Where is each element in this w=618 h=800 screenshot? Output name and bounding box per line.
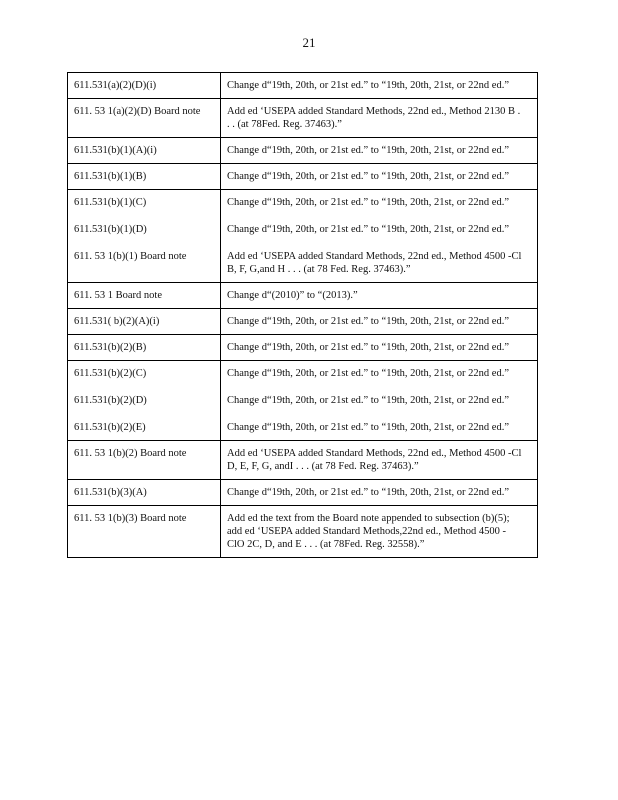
table-row	[68, 164, 538, 190]
amendments-table-body	[68, 73, 538, 558]
change-cell	[221, 361, 538, 441]
section-reference: 611.531(b)(2)(E)	[74, 422, 146, 433]
change-description: Change d“(2010)” to “(2013).”	[227, 290, 358, 301]
change-cell	[221, 506, 538, 558]
table-row	[68, 480, 538, 506]
section-reference: 611. 53 1(a)(2)(D) Board note	[74, 106, 201, 117]
section-reference: 611.531( b)(2)(A)(i)	[74, 316, 160, 327]
section-cell	[68, 73, 221, 99]
section-reference: 611.531(b)(1)(B)	[74, 171, 147, 182]
change-cell	[221, 73, 538, 99]
change-cell	[221, 283, 538, 309]
change-cell	[221, 138, 538, 164]
section-reference: 611. 53 1 Board note	[74, 290, 162, 301]
change-cell	[221, 309, 538, 335]
change-description: Change d“19th, 20th, or 21st ed.” to “19th, 20th, 21st, or 22nd ed.”	[227, 197, 509, 208]
table-row	[68, 99, 538, 138]
section-reference: 611. 53 1(b)(1) Board note	[74, 251, 187, 262]
change-cell	[221, 335, 538, 361]
change-description: Change d“19th, 20th, or 21st ed.” to “19th, 20th, 21st, or 22nd ed.”	[227, 145, 509, 156]
change-description: Change d“19th, 20th, or 21st ed.” to “19th, 20th, 21st, or 22nd ed.”	[227, 171, 509, 182]
section-reference: 611.531(b)(1)(A)(i)	[74, 145, 157, 156]
table-row	[68, 73, 538, 99]
section-cell	[68, 335, 221, 361]
section-reference: 611.531(b)(1)(D)	[74, 224, 147, 235]
section-cell	[68, 283, 221, 309]
section-cell	[68, 190, 221, 283]
table-row	[68, 441, 538, 480]
section-cell	[68, 164, 221, 190]
section-reference: 611. 53 1(b)(2) Board note	[74, 448, 187, 459]
table-row	[68, 335, 538, 361]
change-description: Change d“19th, 20th, or 21st ed.” to “19th, 20th, 21st, or 22nd ed.”	[227, 316, 509, 327]
change-description: Add ed ‘USEPA added Standard Methods, 22nd ed., Method 4500 -Cl B, F, G,and H . . . (at 78 Fed. Reg. 37463).”	[227, 251, 522, 275]
section-cell	[68, 309, 221, 335]
table-row	[68, 283, 538, 309]
section-cell	[68, 441, 221, 480]
section-reference: 611. 53 1(b)(3) Board note	[74, 513, 187, 524]
change-description: Change d“19th, 20th, or 21st ed.” to “19th, 20th, 21st, or 22nd ed.”	[227, 422, 509, 433]
page-number: 21	[302, 35, 316, 50]
table-row	[68, 138, 538, 164]
section-reference: 611.531(b)(2)(D)	[74, 395, 147, 406]
change-description: Change d“19th, 20th, or 21st ed.” to “19th, 20th, 21st, or 22nd ed.”	[227, 80, 509, 91]
change-description: Change d“19th, 20th, or 21st ed.” to “19th, 20th, 21st, or 22nd ed.”	[227, 342, 509, 353]
change-description: Add ed ‘USEPA added Standard Methods, 22nd ed., Method 2130 B . . . (at 78Fed. Reg. 37463).”	[227, 106, 521, 130]
change-description: Change d“19th, 20th, or 21st ed.” to “19th, 20th, 21st, or 22nd ed.”	[227, 224, 509, 235]
section-cell	[68, 361, 221, 441]
section-cell	[68, 138, 221, 164]
table-row	[68, 506, 538, 558]
change-description: Add ed the text from the Board note appended to subsection (b)(5); add ed ‘USEPA added Standard Methods,22nd ed., Method 4500 -ClO 2C, D, and E . . . (at 78Fed. Reg. 32558).”	[227, 513, 510, 550]
amendments-table	[67, 72, 538, 558]
change-cell	[221, 190, 538, 283]
change-description: Add ed ‘USEPA added Standard Methods, 22nd ed., Method 4500 -Cl D, E, F, G, andI . . . (at 78 Fed. Reg. 37463).”	[227, 448, 522, 472]
change-cell	[221, 441, 538, 480]
table-row	[68, 309, 538, 335]
change-description: Change d“19th, 20th, or 21st ed.” to “19th, 20th, 21st, or 22nd ed.”	[227, 395, 509, 406]
section-reference: 611.531(a)(2)(D)(i)	[74, 80, 157, 91]
section-reference: 611.531(b)(2)(B)	[74, 342, 147, 353]
change-cell	[221, 480, 538, 506]
change-description: Change d“19th, 20th, or 21st ed.” to “19th, 20th, 21st, or 22nd ed.”	[227, 368, 509, 379]
table-row	[68, 190, 538, 283]
change-cell	[221, 164, 538, 190]
section-cell	[68, 480, 221, 506]
table-row	[68, 361, 538, 441]
section-cell	[68, 506, 221, 558]
section-cell	[68, 99, 221, 138]
change-description: Change d“19th, 20th, or 21st ed.” to “19th, 20th, 21st, or 22nd ed.”	[227, 487, 509, 498]
section-reference: 611.531(b)(1)(C)	[74, 197, 147, 208]
change-cell	[221, 99, 538, 138]
section-reference: 611.531(b)(2)(C)	[74, 368, 147, 379]
section-reference: 611.531(b)(3)(A)	[74, 487, 147, 498]
